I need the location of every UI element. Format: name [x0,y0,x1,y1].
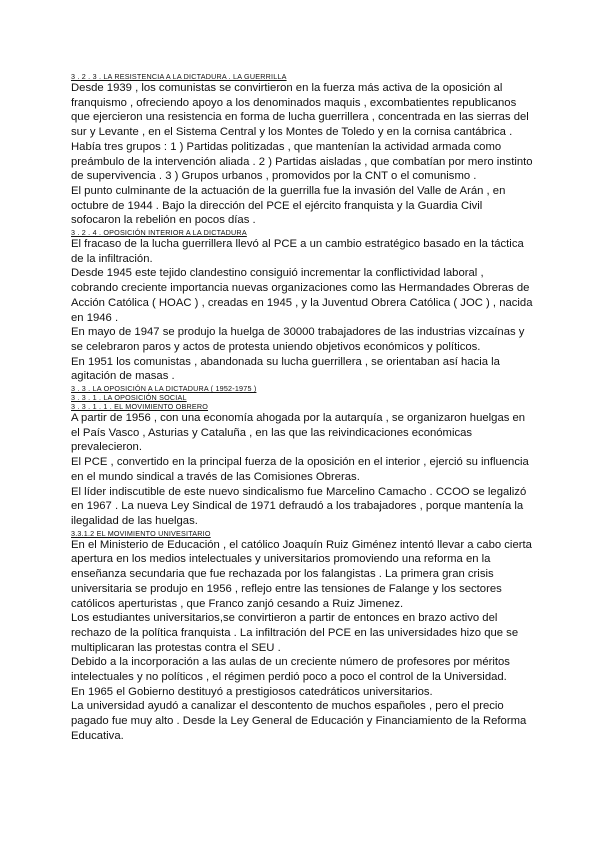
paragraph: Debido a la incorporación a las aulas de un creciente número de profesores por méritos intelectuales y no políticos , el régimen perdió poco a poco el control de la Universidad. [71,656,510,684]
paragraph: El líder indiscutible de este nuevo sindicalismo fue Marcelino Camacho . CCOO se legalizó en 1967 . La nueva Ley Sindical de 1971 defraudó a los trabajadores , porque mantenía la ilegalidad de las huelgas. [71,485,527,527]
subsubsection-heading: 3.3.1.2 EL MOVIMIENTO UNIVESITARIO [71,528,211,538]
section-heading: 3 . 2 . 3 . LA RESISTENCIA A LA DICTADURA . LA GUERRILLA [71,72,287,81]
subsubsection-heading: 3 . 3 . 1 . 1 . EL MOVIMIENTO OBRERO [71,402,209,412]
section-heading: 3 . 3 . LA OPOSICIÓN A LA DICTADURA ( 1952-1975 ) [71,384,257,394]
section-heading: 3 . 2 . 4 . OPOSICIÓN INTERIOR A LA DICTADURA [71,228,247,238]
paragraph: El fracaso de la lucha guerrillera llevó al PCE a un cambio estratégico basado en la táctica de la infiltración. [71,238,524,265]
paragraph: Los estudiantes universitarios,se convirtieron a partir de entonces en brazo activo del rechazo de la política franquista . La infiltración del PCE en las universidades hizo que se multiplicaran las protestas contra el SEU . [71,612,519,654]
paragraph: Desde 1945 este tejido clandestino consiguió incrementar la conflictividad laboral , cobrando creciente importancia nuevas organizaciones como las Hermandades Obreras de Acción Católica ( HOAC ) , creadas en 1945 , y la Juventud Obrera Católica ( JOC ) , nacida en 1946 . [71,267,533,324]
paragraph: En 1951 los comunistas , abandonada su lucha guerrillera , se orientaban así hacia la agitación de masas . [71,355,500,383]
document-page [71,72,533,744]
paragraph: El PCE , convertido en la principal fuerza de la oposición en el interior , ejerció su influencia en el mundo sindical a través de las Comisiones Obreras. [71,456,529,483]
subsection-heading: 3 . 3 . 1 . LA OPOSICIÓN SOCIAL [71,393,187,403]
paragraph: Había tres grupos : 1 ) Partidas politizadas , que mantenían la actividad armada como preámbulo de la intervención aliada . 2 ) Partidas aisladas , que combatían por mero instinto de supervivencia . 3 ) Grupos urbanos , promovidos por la CNT o el comunismo . [71,140,533,183]
paragraph: La universidad ayudó a canalizar el descontento de muchos españoles , pero el precio pagado fue muy alto . Desde la Ley General de Educación y Financiamiento de la Reforma Educativa. [71,700,527,742]
paragraph: En el Ministerio de Educación , el católico Joaquín Ruiz Giménez intentó llevar a cabo cierta apertura en los medios intelectuales y universitarios promoviendo una reforma en la enseñanza secundaria que fue rechazada por los falangistas . La primera gran crisis universitaria se produjo en 1956 , reflejo entre las tensiones de Falange y los sectores católicos aperturistas , que Franco zanjó cesando a Ruiz Jimenez. [71,538,532,610]
paragraph: El punto culminante de la actuación de la guerrilla fue la invasión del Valle de Arán , en octubre de 1944 . Bajo la dirección del PCE el ejército franquista y la Guardia Civil sofocaron la rebelión en pocos días . [71,184,506,227]
paragraph: Desde 1939 , los comunistas se convirtieron en la fuerza más activa de la oposición al franquismo , ofreciendo apoyo a los denominados maquis , excombatientes republicanos que ejercieron una resistencia en forma de lucha guerrillera , concentrada en las sierras del sur y Levante , en el Sistema Central y los Montes de Toledo y en la cornisa cantábrica . [71,82,529,139]
paragraph: A partir de 1956 , con una economía ahogada por la autarquía , se organizaron huelgas en el País Vasco , Asturias y Cataluña , en las que las reivindicaciones económicas prevalecieron. [71,412,526,454]
paragraph: En mayo de 1947 se produjo la huelga de 30000 trabajadores de las industrias vizcaínas y se celebraron paros y actos de protesta uniendo objetivos económicos y políticos. [71,326,525,353]
paragraph: En 1965 el Gobierno destituyó a prestigiosos catedráticos universitarios. [71,685,433,698]
